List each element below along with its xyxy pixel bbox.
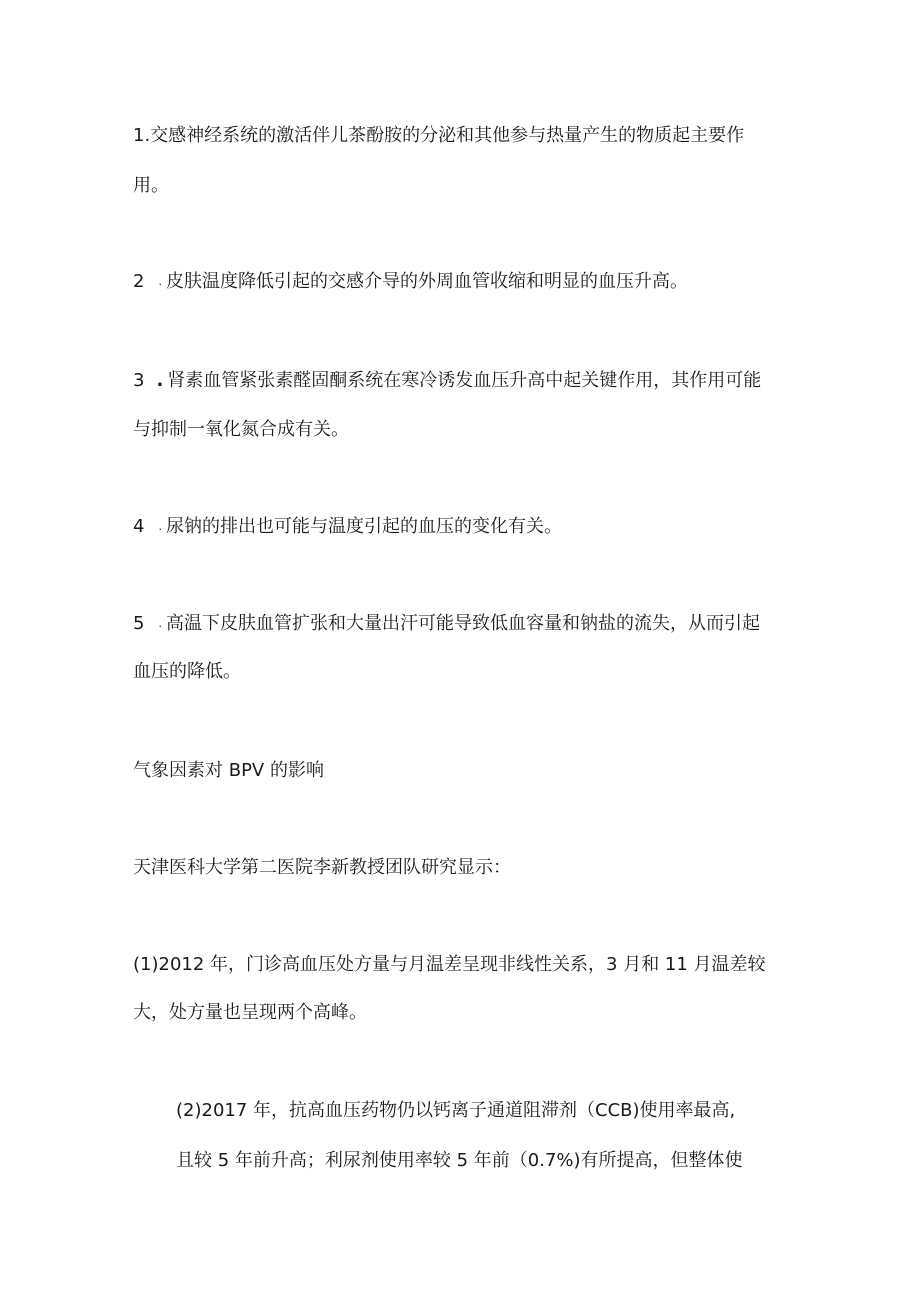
finding-2-line-1: (2)2017 年，抗高血压药物仍以钙离子通道阻滞剂（CCB)使用率最高, xyxy=(176,1100,736,1121)
item-5-number: 5 xyxy=(133,613,145,634)
item-2-separator: . xyxy=(158,275,162,288)
section-heading: 气象因素对 BPV 的影响 xyxy=(133,760,324,781)
item-5-line-2: 血压的降低。 xyxy=(133,661,241,682)
finding-2-line-2: 且较 5 年前升高；利尿剂使用率较 5 年前（0.7%)有所提高，但整体使 xyxy=(176,1150,743,1171)
item-5-line-1 xyxy=(133,612,760,636)
item-3-number: 3 xyxy=(133,370,145,391)
item-4-text: 尿钠的排出也可能与温度引起的血压的变化有关。 xyxy=(165,516,562,537)
item-2-text: 皮肤温度降低引起的交感介导的外周血管收缩和明显的血压升高。 xyxy=(165,271,688,292)
item-2-line-1 xyxy=(133,270,688,294)
item-5-separator: . xyxy=(158,617,162,630)
finding-1-line-1: (1)2012 年，门诊高血压处方量与月温差呈现非线性关系，3 月和 11 月温差较 xyxy=(133,954,766,975)
item-1-line-1: 1.交感神经系统的激活伴儿茶酚胺的分泌和其他参与热量产生的物质起主要作 xyxy=(133,125,745,146)
item-5-text: 高温下皮肤血管扩张和大量出汗可能导致低血容量和钠盐的流失，从而引起 xyxy=(165,613,760,634)
finding-1-line-2: 大，处方量也呈现两个高峰。 xyxy=(133,1002,367,1023)
item-3-line-2: 与抑制一氧化氮合成有关。 xyxy=(133,419,349,440)
item-4-number: 4 xyxy=(133,516,145,537)
item-4-line-1 xyxy=(133,515,562,539)
intro-text: 天津医科大学第二医院李新教授团队研究显示： xyxy=(133,857,511,878)
item-2-number: 2 xyxy=(133,271,145,292)
item-3-text: 肾素血管紧张素醛固酮系统在寒冷诱发血压升高中起关键作用，其作用可能 xyxy=(167,370,762,391)
item-4-separator: . xyxy=(158,520,162,533)
item-3-separator: . xyxy=(156,370,164,391)
item-1-line-2: 用。 xyxy=(133,175,169,196)
item-3-line-1 xyxy=(133,369,761,393)
